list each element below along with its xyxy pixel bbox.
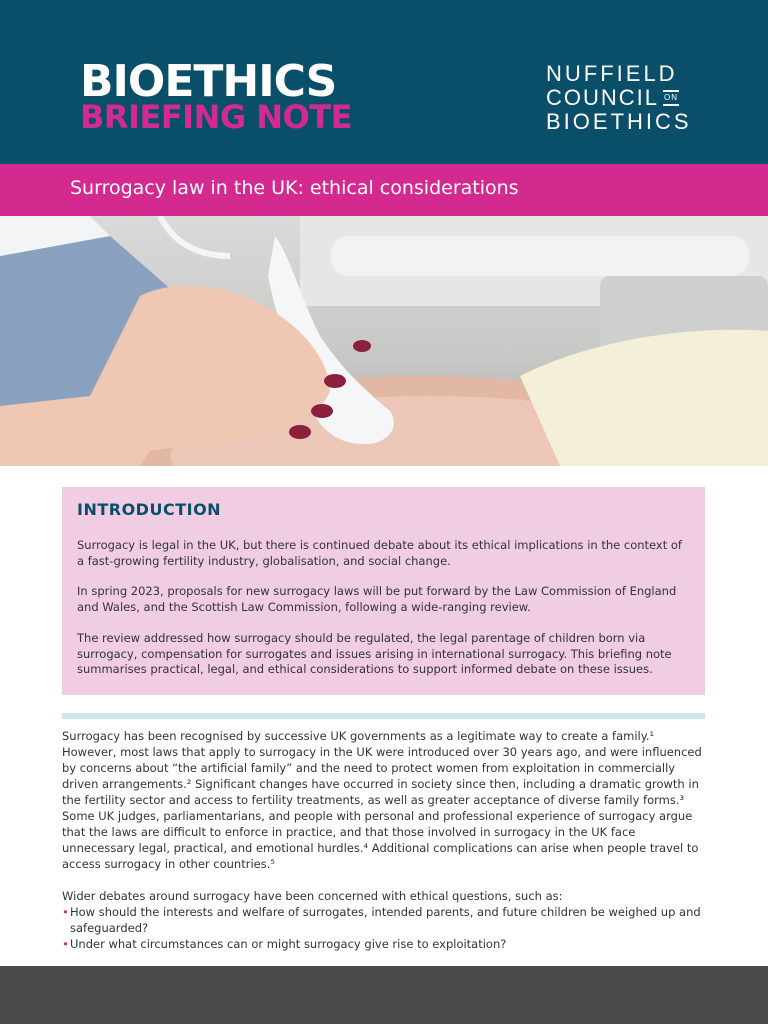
- body-paragraph-1: Surrogacy has been recognised by successive UK governments as a legitimate way to create a family.¹ However, most laws that apply to surrogacy in the UK were introduced over 30 years ago, and were influenced by concerns about “the artificial family” and the need to protect women from exploitation in commercially driven arrangements.² Significant changes have occurred in society since then, including a dramatic growth in the fertility sector and access to fertility treatments, as well as greater acceptance of diverse family forms.³ Some UK judges, parliamentarians, and people with personal and professional experience of surrogacy argue that the laws are difficult to enforce in practice, and that those involved in surrogacy in the UK face unnecessary legal, practical, and emotional hurdles.⁴ Additional complications can arise when people travel to access surrogacy in other countries.⁵: [62, 729, 702, 871]
- header-band: [0, 0, 768, 164]
- ethical-questions-list: [62, 904, 705, 952]
- section-divider: [62, 713, 705, 719]
- intro-paragraph-1: Surrogacy is legal in the UK, but there is continued debate about its ethical implications in the context of a fast-growing fertility industry, globalisation, and social change.: [77, 538, 682, 568]
- introduction-heading: INTRODUCTION: [77, 500, 222, 519]
- ultrasound-photo: [0, 216, 768, 466]
- logo-line-bioethics: BIOETHICS: [546, 109, 692, 134]
- bullet-icon: •: [62, 905, 69, 919]
- intro-paragraph-2: In spring 2023, proposals for new surrogacy laws will be put forward by the Law Commission of England and Wales, and the Scottish Law Commission, following a wide-ranging review.: [77, 584, 677, 614]
- brand-title-line1: BIOETHICS: [80, 56, 337, 107]
- bullet-icon: •: [62, 937, 69, 951]
- footer-band: [0, 966, 768, 1024]
- brand-title-line2: BRIEFING NOTE: [80, 98, 352, 136]
- introduction-box: [62, 487, 705, 695]
- list-item-text: Under what circumstances can or might surrogacy give rise to exploitation?: [70, 937, 507, 951]
- logo-line-nuffield: NUFFIELD: [546, 61, 678, 86]
- list-item: [62, 936, 705, 952]
- body-paragraph-2: Wider debates around surrogacy have been concerned with ethical questions, such as:: [62, 889, 563, 903]
- ultrasound-photo-illustration: [0, 216, 768, 466]
- body-text: [62, 728, 705, 952]
- nuffield-council-logo: [546, 62, 692, 134]
- logo-line-council: COUNCIL: [546, 85, 660, 110]
- title-bar: [0, 164, 768, 216]
- intro-paragraph-3: The review addressed how surrogacy should be regulated, the legal parentage of children born via surrogacy, compensation for surrogates and issues arising in international surrogacy. This briefing note summarises practical, legal, and ethical considerations to support informed debate on these issues.: [77, 631, 672, 676]
- page-title: Surrogacy law in the UK: ethical considerations: [70, 177, 519, 199]
- list-item-text: How should the interests and welfare of surrogates, intended parents, and future children be weighed up and safeguarded?: [70, 905, 701, 935]
- list-item: [62, 904, 705, 936]
- logo-on-mark: ON: [663, 90, 679, 106]
